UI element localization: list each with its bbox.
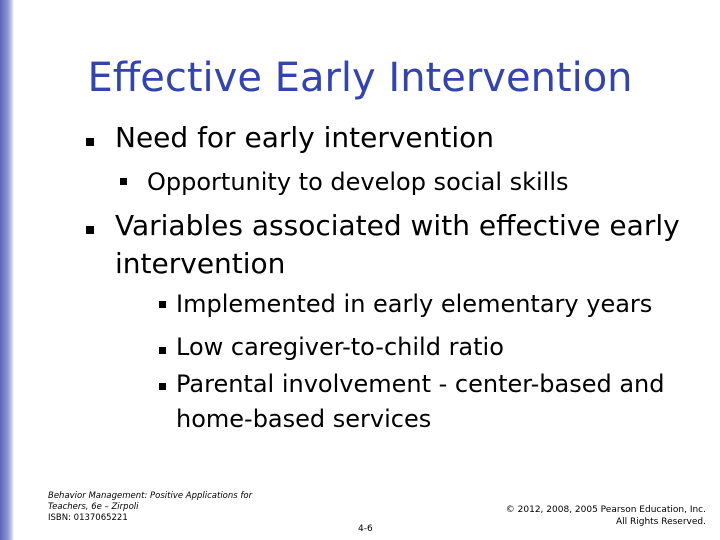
square-bullet-icon [159,347,166,354]
slide-title: Effective Early Intervention [87,55,633,101]
bullet-low-ratio: Low caregiver-to-child ratio [176,333,504,361]
bullet-variables-line1: Variables associated with effective early [115,209,680,242]
bullet-opportunity-social-skills: Opportunity to develop social skills [147,168,569,196]
copyright-line: © 2012, 2008, 2005 Pearson Education, Inc. [505,505,706,515]
footer-copyright [506,504,706,528]
footer-book-line2: Teachers, 6e – Zirpoli [48,502,139,512]
bullet-implemented-elementary: Implemented in early elementary years [176,290,653,318]
square-bullet-icon [86,226,94,234]
rights-line: All Rights Reserved. [615,517,706,527]
square-bullet-icon [86,138,94,146]
page-number: 4-6 [358,524,373,534]
footer-book-info [48,491,278,524]
bullet-parental-line1: Parental involvement - center-based and [176,370,665,398]
footer-isbn: ISBN: 0137065221 [48,513,128,523]
bullet-parental-line2: home-based services [176,405,432,433]
square-bullet-icon [159,301,166,308]
bullet-variables-line2: intervention [115,247,286,280]
square-bullet-icon [159,383,166,390]
square-bullet-icon [120,178,127,185]
footer-book-line1: Behavior Management: Positive Applications for [48,491,253,501]
bullet-need-for-early-intervention: Need for early intervention [115,121,495,154]
